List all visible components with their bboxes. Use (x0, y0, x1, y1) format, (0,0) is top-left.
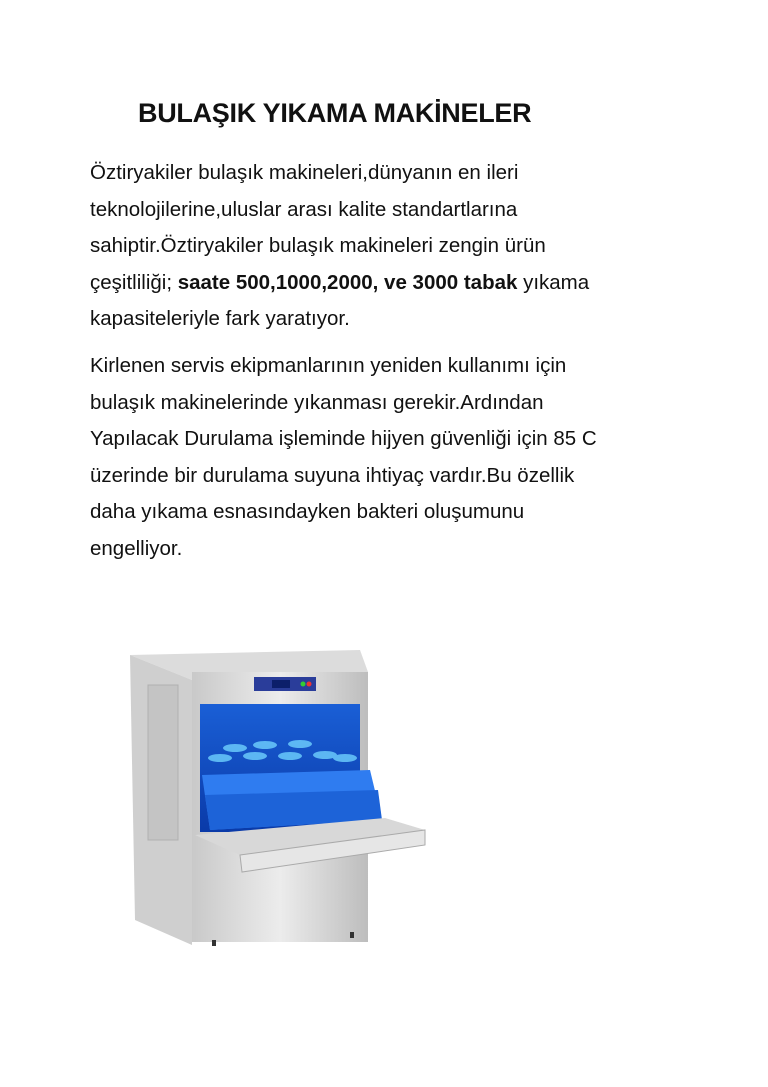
dishwasher-image (120, 640, 440, 960)
text-line: Kirlenen servis ekipmanlarının yeniden kullanımı için (90, 354, 567, 377)
text-line: üzerinde bir durulama suyuna ihtiyaç vardır.Bu özellik (90, 463, 575, 487)
capacity-highlight: saate 500,1000,2000, ve 3000 tabak (177, 270, 518, 294)
paragraph-intro (90, 155, 589, 338)
text-line: kapasiteleriyle fark yaratıyor. (90, 307, 350, 330)
text-line (90, 265, 589, 302)
text-line: teknolojilerine,uluslar arası kalite standartlarına (90, 197, 518, 221)
paragraph-hygiene (90, 348, 597, 567)
text-line: daha yıkama esnasındayken bakteri oluşumunu (90, 500, 525, 523)
text-segment: çeşitliliği; (90, 270, 178, 294)
text-segment: yıkama (517, 270, 590, 294)
text-line: engelliyor. (90, 536, 183, 560)
page-title: BULAŞIK YIKAMA MAKİNELER (138, 98, 532, 128)
text-line: sahiptir.Öztiryakiler bulaşık makineleri zengin ürün (90, 234, 546, 257)
text-line: Yapılacak Durulama işleminde hijyen güvenliği için 85 C (90, 427, 597, 450)
text-line: bulaşık makinelerinde yıkanması gerekir.Ardından (90, 390, 544, 414)
text-line: Öztiryakiler bulaşık makineleri,dünyanın en ileri (90, 161, 519, 184)
